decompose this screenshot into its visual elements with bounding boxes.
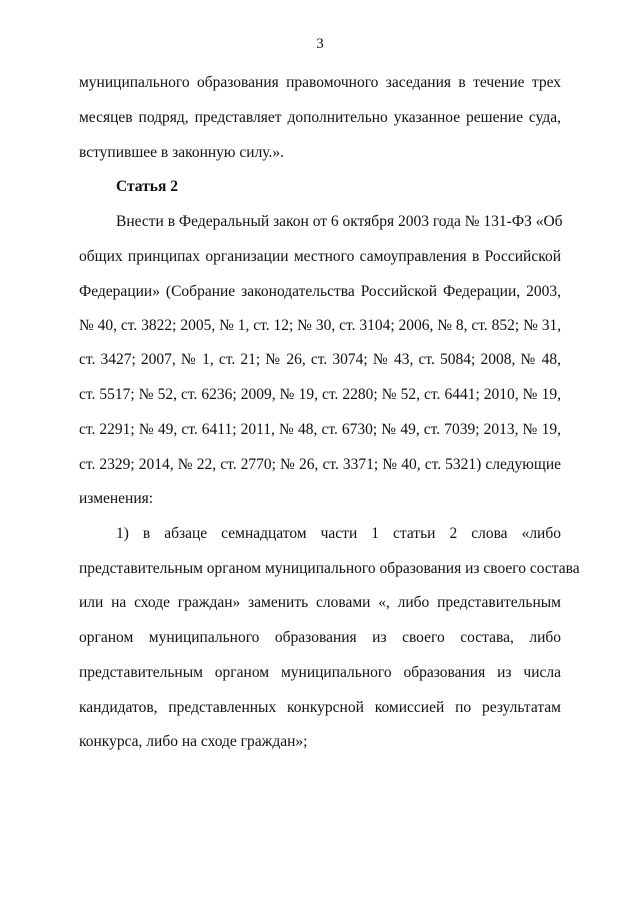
text-line: ст. 5517; № 52, ст. 6236; 2009, № 19, ст. 2280; № 52, ст. 6441; 2010, № 19, (79, 386, 561, 403)
text-line: ст. 2291; № 49, ст. 6411; 2011, № 48, ст. 6730; № 49, ст. 7039; 2013, № 19, (79, 421, 561, 438)
text-line: или на сходе граждан» заменить словами «, либо представительным (79, 594, 561, 611)
text-line: вступившее в законную силу.». (79, 144, 284, 161)
text-line: Федерации» (Собрание законодательства Российской Федерации, 2003, (79, 283, 561, 300)
text-line: представительным органом муниципального образования из числа (79, 664, 561, 681)
text-line: муниципального образования правомочного заседания в течение трех (79, 74, 561, 91)
text-line: Внести в Федеральный закон от 6 октября 2003 года № 131-ФЗ «Об (116, 213, 563, 230)
text-line: 1) в абзаце семнадцатом части 1 статьи 2 слова «либо (116, 525, 561, 542)
text-line: конкурса, либо на сходе граждан»; (79, 733, 308, 750)
page-number: 3 (316, 36, 324, 52)
article-heading: Статья 2 (116, 178, 178, 195)
text-line: месяцев подряд, представляет дополнительно указанное решение суда, (79, 109, 561, 126)
text-line: кандидатов, представленных конкурсной комиссией по результатам (79, 699, 561, 716)
text-line: общих принципах организации местного самоуправления в Российской (79, 248, 561, 265)
text-line: ст. 2329; 2014, № 22, ст. 2770; № 26, ст. 3371; № 40, ст. 5321) следующие (79, 456, 561, 473)
text-line: представительным органом муниципального образования из своего состава (79, 560, 580, 577)
text-line: ст. 3427; 2007, № 1, ст. 21; № 26, ст. 3074; № 43, ст. 5084; 2008, № 48, (79, 351, 561, 368)
text-line: органом муниципального образования из своего состава, либо (79, 629, 561, 646)
text-line: № 40, ст. 3822; 2005, № 1, ст. 12; № 30, ст. 3104; 2006, № 8, ст. 852; № 31, (79, 317, 562, 334)
text-line: изменения: (79, 490, 154, 507)
